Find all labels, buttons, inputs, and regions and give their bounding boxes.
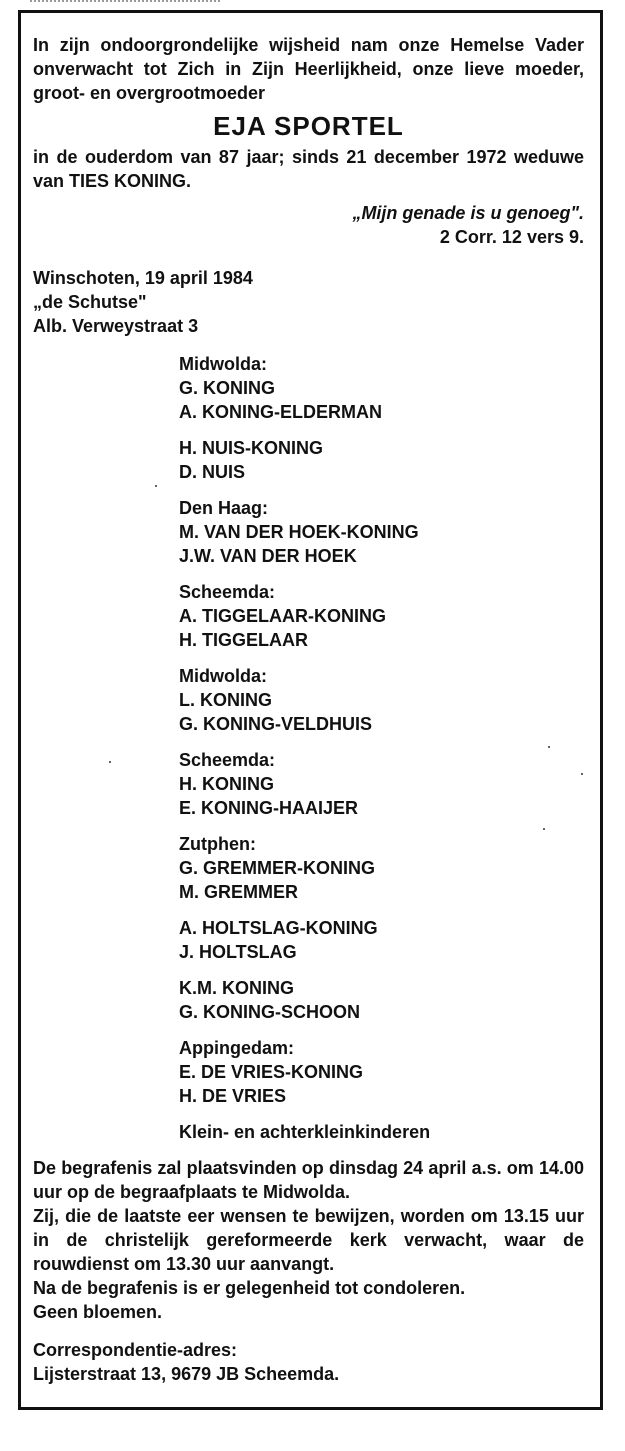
no-flowers: Geen bloemen. [33, 1302, 163, 1322]
family-line: G. KONING [179, 378, 276, 398]
top-edge-artifact [30, 0, 220, 5]
family-group [179, 352, 584, 424]
bible-quote: „Mijn genade is u genoeg". [352, 203, 584, 223]
family-line: J.W. VAN DER HOEK [179, 546, 357, 566]
home-address [33, 266, 584, 338]
family-list [179, 352, 584, 1144]
correspondence-address: Lijsterstraat 13, 9679 JB Scheemda. [33, 1364, 340, 1384]
notice-content [33, 33, 584, 1386]
family-line: Scheemda: [179, 750, 276, 770]
age-line: in de ouderdom van 87 jaar; sinds 21 december 1972 weduwe van TIES KONING. [33, 147, 584, 191]
family-line: M. GREMMER [179, 882, 298, 902]
family-group [179, 436, 584, 484]
family-line: Klein- en achterkleinkinderen [179, 1122, 431, 1142]
death-notice [18, 10, 603, 1410]
intro-text: In zijn ondoorgrondelijke wijsheid nam onze Hemelse Vader onverwacht tot Zich in Zijn Heerlijkheid, onze lieve moeder, groot- en overgrootmoeder [33, 35, 584, 103]
print-speck [155, 485, 157, 487]
family-line: G. KONING-VELDHUIS [179, 714, 373, 734]
street-address: Alb. Verweystraat 3 [33, 316, 199, 336]
print-speck [581, 773, 583, 775]
family-line: D. NUIS [179, 462, 246, 482]
correspondence [33, 1338, 584, 1386]
family-line: Scheemda: [179, 582, 276, 602]
print-speck [543, 828, 545, 830]
condolence-info: Na de begrafenis is er gelegenheid tot condoleren. [33, 1278, 466, 1298]
family-group [179, 748, 584, 820]
family-line: Midwolda: [179, 666, 267, 686]
family-line: H. KONING [179, 774, 275, 794]
family-line: E. KONING-HAAIJER [179, 798, 359, 818]
funeral-info [33, 1156, 584, 1324]
family-group [179, 916, 584, 964]
family-line: G. KONING-SCHOON [179, 1002, 361, 1022]
deceased-name: EJA SPORTEL [213, 111, 404, 141]
print-speck [109, 761, 111, 763]
family-line: Den Haag: [179, 498, 269, 518]
family-group [179, 580, 584, 652]
family-line: H. DE VRIES [179, 1086, 287, 1106]
family-line: G. GREMMER-KONING [179, 858, 375, 878]
family-line: M. VAN DER HOEK-KONING [179, 522, 419, 542]
family-group [179, 496, 584, 568]
correspondence-label: Correspondentie-adres: [33, 1340, 238, 1360]
bible-reference: 2 Corr. 12 vers 9. [439, 227, 584, 247]
family-line: H. TIGGELAAR [179, 630, 308, 650]
funeral-date: De begrafenis zal plaatsvinden op dinsdag 24 april a.s. om 14.00 uur op de begraafplaats te Midwolda. [33, 1158, 584, 1202]
family-group [179, 664, 584, 736]
family-line: A. TIGGELAAR-KONING [179, 606, 386, 626]
family-line: Midwolda: [179, 354, 267, 374]
family-line: E. DE VRIES-KONING [179, 1062, 364, 1082]
family-line: K.M. KONING [179, 978, 294, 998]
family-line: H. NUIS-KONING [179, 438, 323, 458]
family-group [179, 832, 584, 904]
residence-name: „de Schutse" [33, 292, 147, 312]
family-line: J. HOLTSLAG [179, 942, 297, 962]
family-group [179, 1036, 584, 1108]
family-line: A. HOLTSLAG-KONING [179, 918, 378, 938]
family-group [179, 1120, 584, 1144]
place-date: Winschoten, 19 april 1984 [33, 268, 253, 288]
family-line: Zutphen: [179, 834, 256, 854]
family-line: A. KONING-ELDERMAN [179, 402, 382, 422]
print-speck [548, 746, 550, 748]
service-info: Zij, die de laatste eer wensen te bewijzen, worden om 13.15 uur in de christelijk gereformeerde kerk verwacht, waar de rouwdienst om 13.30 uur aanvangt. [33, 1206, 584, 1274]
family-line: L. KONING [179, 690, 272, 710]
family-line: Appingedam: [179, 1038, 294, 1058]
family-group [179, 976, 584, 1024]
